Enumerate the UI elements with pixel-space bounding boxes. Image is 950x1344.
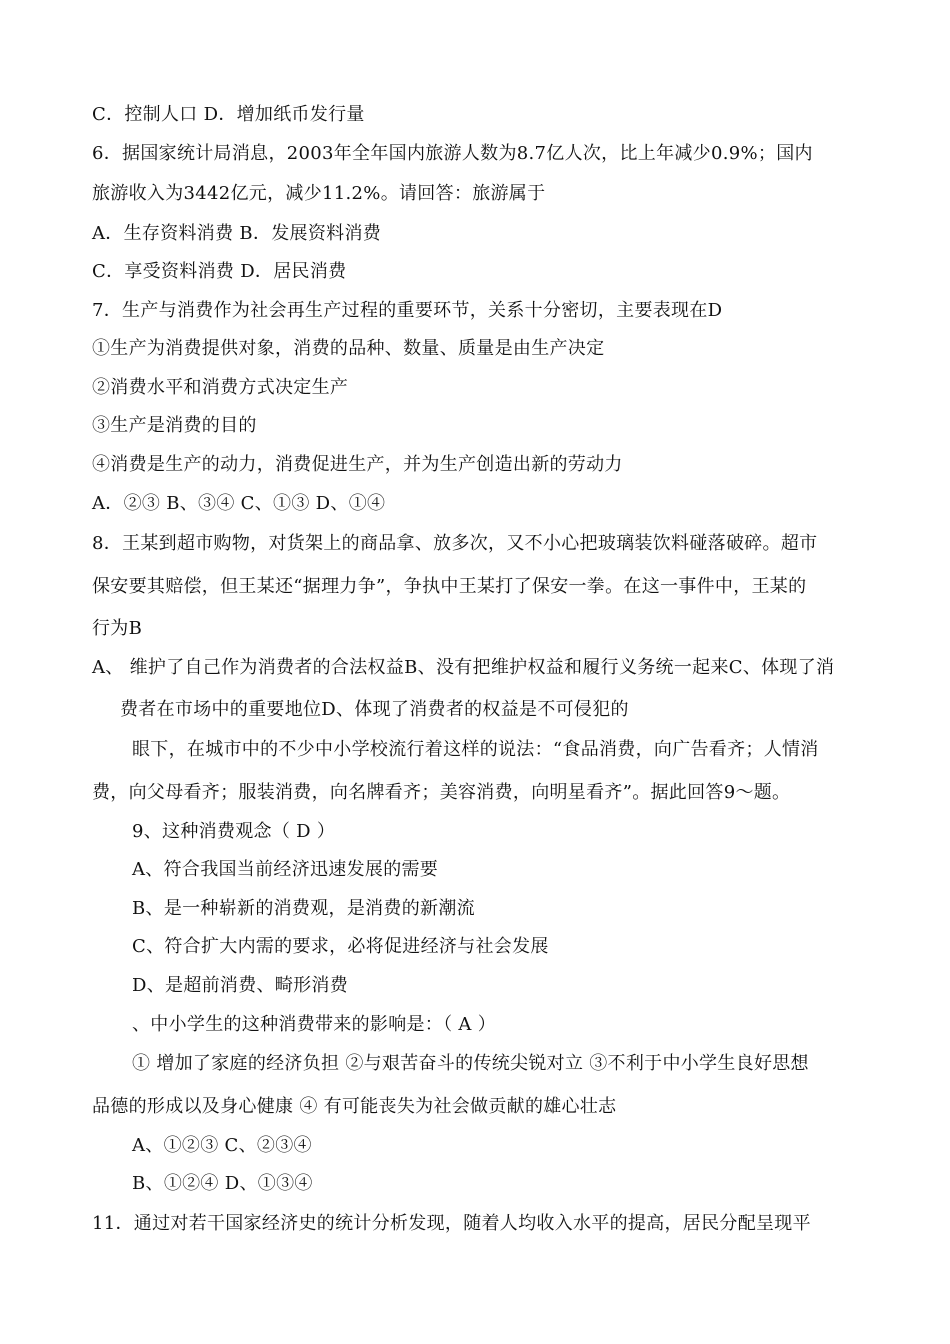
text-line: 费，向父母看齐；服装消费，向名牌看齐；美容消费，向明星看齐”。据此回答9～题。 xyxy=(92,782,791,803)
text-line: 7．生产与消费作为社会再生产过程的重要环节，关系十分密切，主要表现在D xyxy=(92,300,723,321)
text-line: 保安要其赔偿，但王某还“据理力争”，争执中王某打了保安一拳。在这一事件中，王某的 xyxy=(92,576,807,597)
text-line: A、符合我国当前经济迅速发展的需要 xyxy=(132,859,439,880)
text-line: C．控制人口 D．增加纸币发行量 xyxy=(92,104,365,125)
text-line: 费者在市场中的重要地位D、体现了消费者的权益是不可侵犯的 xyxy=(120,699,629,720)
text-line: D、是超前消费、畸形消费 xyxy=(132,975,349,996)
text-line: ③生产是消费的目的 xyxy=(92,415,257,436)
text-line: 、中小学生的这种消费带来的影响是：（ A ） xyxy=(132,1014,497,1035)
text-line: B、①②④ D、①③④ xyxy=(132,1173,313,1194)
text-line: ①生产为消费提供对象，消费的品种、数量、质量是由生产决定 xyxy=(92,338,605,359)
text-line: A、①②③ C、②③④ xyxy=(132,1135,312,1156)
text-line: B、是一种崭新的消费观，是消费的新潮流 xyxy=(132,898,475,919)
text-line: 旅游收入为3442亿元，减少11.2%。请回答：旅游属于 xyxy=(92,183,546,204)
text-line: A．②③ B、③④ C、①③ D、①④ xyxy=(92,493,386,514)
text-line: C．享受资料消费 D．居民消费 xyxy=(92,261,347,282)
text-line: C、符合扩大内需的要求，必将促进经济与社会发展 xyxy=(132,936,549,957)
text-line: 11．通过对若干国家经济史的统计分析发现，随着人均收入水平的提高，居民分配呈现平 xyxy=(92,1213,811,1234)
text-line: 品德的形成以及身心健康 ④ 有可能丧失为社会做贡献的雄心壮志 xyxy=(92,1096,617,1117)
text-line: A、 维护了自己作为消费者的合法权益B、没有把维护权益和履行义务统一起来C、体现了消 xyxy=(92,657,835,678)
text-line: A．生存资料消费 B．发展资料消费 xyxy=(92,223,382,244)
text-line: ②消费水平和消费方式决定生产 xyxy=(92,377,349,398)
text-line: ④消费是生产的动力，消费促进生产，并为生产创造出新的劳动力 xyxy=(92,454,623,475)
text-line: 眼下，在城市中的不少中小学校流行着这样的说法：“食品消费，向广告看齐；人情消 xyxy=(132,739,819,760)
text-line: 6．据国家统计局消息，2003年全年国内旅游人数为8.7亿人次，比上年减少0.9%；国内 xyxy=(92,143,813,164)
text-line: ① 增加了家庭的经济负担 ②与艰苦奋斗的传统尖锐对立 ③不利于中小学生良好思想 xyxy=(132,1053,809,1074)
text-line: 行为B xyxy=(92,618,143,639)
text-line: 9、这种消费观念（ D ） xyxy=(132,821,336,842)
text-line: 8．王某到超市购物，对货架上的商品拿、放多次，又不小心把玻璃装饮料碰落破碎。超市 xyxy=(92,533,818,554)
